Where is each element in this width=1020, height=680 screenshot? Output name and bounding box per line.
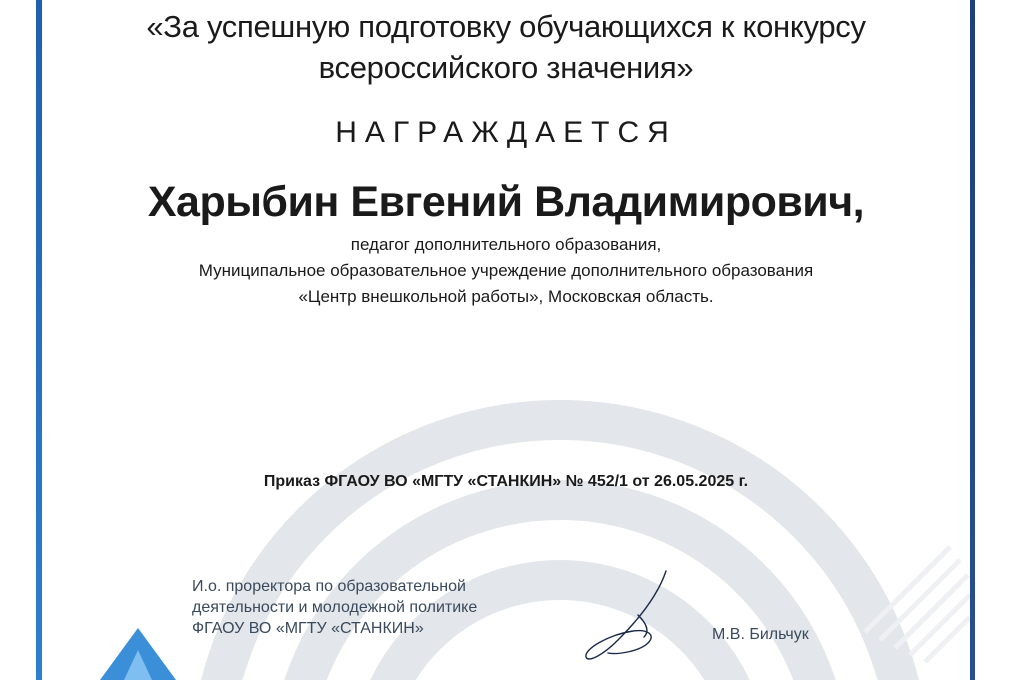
signatory-name: М.В. Бильчук (712, 626, 809, 643)
signatory-title (192, 576, 477, 639)
nomination-line-2: всероссийского значения» (318, 50, 694, 85)
recipient-organization: Муниципальное образовательное учреждение дополнительного образования (198, 261, 814, 280)
recipient-info (42, 232, 970, 310)
recipient-organization-line-2: «Центр внешкольной работы», Московская область. (298, 287, 714, 306)
recipient-name: Харыбин Евгений Владимирович, (147, 178, 865, 226)
nomination-line-1: «За успешную подготовку обучающихся к конкурсу (146, 9, 866, 44)
signatory-title-line-2: деятельности и молодежной политике (192, 599, 478, 616)
award-heading: НАГРАЖДАЕТСЯ (335, 116, 677, 149)
frame-left-margin (0, 0, 36, 680)
signatory-title-line-1: И.о. проректора по образовательной (192, 578, 466, 595)
logo-triangle-icon (100, 628, 176, 680)
nomination-text (42, 6, 970, 88)
signatory-title-line-3: ФГАОУ ВО «МГТУ «СТАНКИН» (192, 620, 424, 637)
frame-left-border (36, 0, 42, 680)
recipient-position: педагог дополнительного образования, (350, 235, 662, 254)
frame-right-margin (975, 0, 1020, 680)
order-reference: Приказ ФГАОУ ВО «МГТУ «СТАНКИН» № 452/1 от 26.05.2025 г. (263, 473, 749, 490)
signature-icon (578, 565, 678, 670)
